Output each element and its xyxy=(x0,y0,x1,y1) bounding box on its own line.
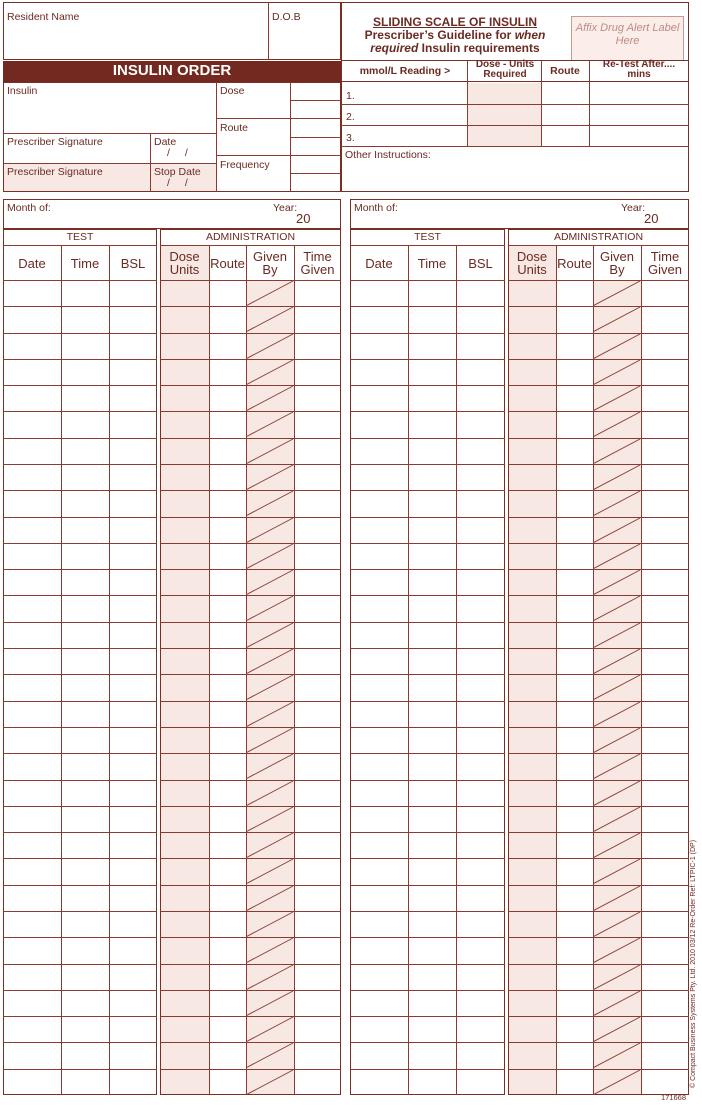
left-year-prefix: 20 xyxy=(296,211,311,226)
col-route-header: Route xyxy=(550,65,580,77)
drug-alert-label-area[interactable]: Affix Drug Alert Label Here xyxy=(571,16,684,61)
date-slashes: / / xyxy=(167,147,194,159)
left-col-date-header: Date xyxy=(18,256,46,271)
right-col-time-given-header: Time Given xyxy=(648,249,682,277)
left-col-time-given-header: Time Given xyxy=(300,249,335,277)
left-col-dose-units-header: Dose Units xyxy=(169,249,200,277)
left-col-time-header: Time xyxy=(70,256,100,271)
dob-label: D.O.B xyxy=(272,11,301,23)
col-retest-header: Re-Test After.... mins xyxy=(602,59,676,80)
route-label: Route xyxy=(220,122,249,134)
resident-name-field[interactable] xyxy=(3,26,267,58)
other-instructions-label: Other Instructions: xyxy=(345,149,431,161)
left-col-bsl-header: BSL xyxy=(120,256,146,271)
left-month-of-label: Month of: xyxy=(7,202,51,214)
left-admin-group-header: ADMINISTRATION xyxy=(205,231,296,243)
sliding-scale-title: SLIDING SCALE OF INSULIN xyxy=(372,15,537,29)
form-number: 171668 xyxy=(661,1093,687,1102)
stop-date-slashes: / / xyxy=(167,177,194,189)
stop-date-label: Stop Date xyxy=(154,166,201,178)
dose-label: Dose xyxy=(220,85,245,97)
prescriber-signature-stop-label: Prescriber Signature xyxy=(7,166,103,178)
right-year-label: Year: xyxy=(621,202,646,214)
right-col-time-header: Time xyxy=(417,256,447,271)
sliding-scale-subtitle-1: Prescriber’s Guideline for when xyxy=(364,28,546,42)
right-month-of-label: Month of: xyxy=(354,202,398,214)
right-admin-group-header: ADMINISTRATION xyxy=(553,231,644,243)
right-col-date-header: Date xyxy=(365,256,393,271)
right-year-prefix: 20 xyxy=(644,211,659,226)
insulin-field[interactable] xyxy=(4,98,214,131)
date-label: Date xyxy=(154,136,177,148)
other-instructions-field[interactable] xyxy=(342,162,687,190)
right-col-route-header: Route xyxy=(557,256,592,271)
dob-field[interactable] xyxy=(269,26,339,58)
col-dose-header: Dose - Units Required xyxy=(475,59,535,80)
resident-name-label: Resident Name xyxy=(7,11,80,23)
sliding-scale-subtitle-2: required Insulin requirements xyxy=(370,41,540,55)
left-year-label: Year: xyxy=(273,202,298,214)
right-test-group-header: TEST xyxy=(414,231,441,243)
prescriber-signature-label: Prescriber Signature xyxy=(7,136,103,148)
left-col-route-header: Route xyxy=(210,256,245,271)
left-col-given-by-header: Given By xyxy=(253,249,287,277)
scale-row-1-label: 1. xyxy=(346,90,355,102)
insulin-order-banner: INSULIN ORDER xyxy=(3,61,341,82)
right-col-given-by-header: Given By xyxy=(600,249,634,277)
copyright-side-text: © Compact Business Systems Pty. Ltd. 2010 03/12 Re-Order Ref: LTPIC-1 (DP) xyxy=(690,839,697,1088)
scale-row-2-label: 2. xyxy=(346,111,355,123)
col-reading-header: mmol/L Reading > xyxy=(359,65,451,77)
insulin-label: Insulin xyxy=(7,85,38,97)
frequency-label: Frequency xyxy=(220,159,270,171)
scale-row-3-label: 3. xyxy=(346,132,355,144)
right-col-dose-units-header: Dose Units xyxy=(516,249,548,277)
left-test-group-header: TEST xyxy=(66,231,94,243)
right-col-bsl-header: BSL xyxy=(468,256,493,271)
